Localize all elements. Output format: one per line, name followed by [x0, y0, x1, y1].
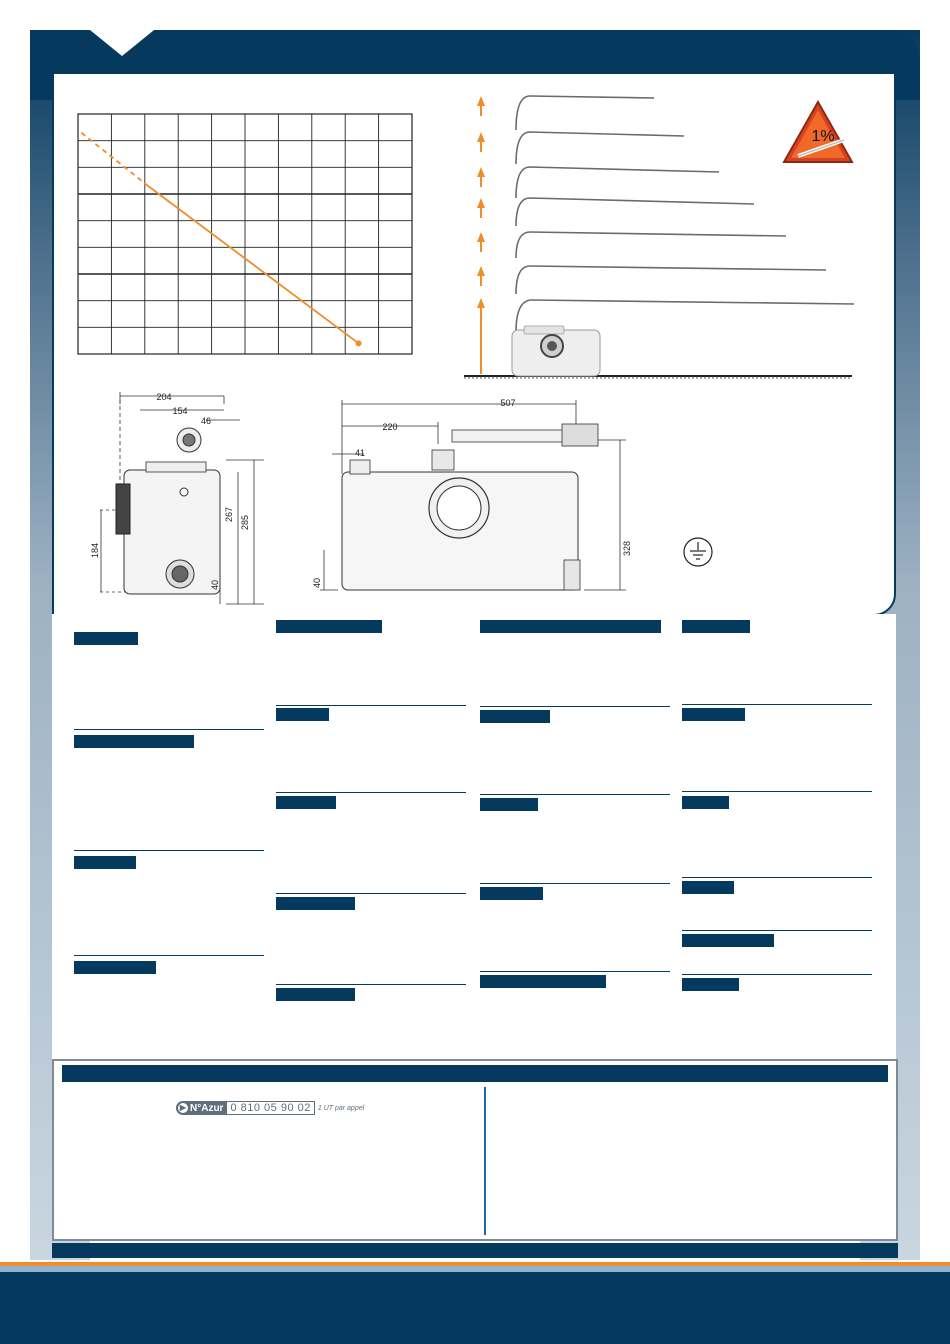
contact-divider [484, 1087, 486, 1235]
performance-chart [78, 114, 412, 354]
section-rule [682, 974, 872, 975]
dim-184: 184 [90, 542, 100, 558]
footer-band [0, 1272, 950, 1344]
dim-41: 41 [354, 448, 366, 458]
azur-rate-note: 1 UT par appel [317, 1104, 365, 1112]
electrical-ground-icon [684, 538, 712, 566]
section-header-bar [276, 796, 336, 809]
bottom-strip [52, 1243, 898, 1258]
pipe-7 [516, 300, 854, 332]
contact-header-bar [62, 1065, 888, 1082]
section-header-bar [480, 975, 606, 988]
arrow-shaft [480, 142, 482, 152]
side-view-drawing [90, 392, 264, 604]
dim-267: 267 [224, 506, 234, 522]
section-rule [682, 877, 872, 878]
arrow-up-icon [477, 232, 485, 242]
section-header-bar [682, 796, 729, 809]
section-rule [276, 792, 466, 793]
discharge-diagram [464, 96, 854, 378]
section-rule [480, 706, 670, 707]
front-view-drawing [312, 398, 632, 590]
contact-box [52, 1059, 898, 1241]
pipe-4 [516, 198, 754, 226]
section-header-bar [74, 735, 194, 748]
section-rule [276, 984, 466, 985]
section-rule [682, 704, 872, 705]
arrow-shaft [480, 276, 482, 286]
section-header-bar [480, 887, 543, 900]
section-header-bar [480, 620, 661, 633]
section-rule [480, 883, 670, 884]
section-rule [480, 971, 670, 972]
slope-label: 1% [811, 128, 835, 145]
dim-507: 507 [500, 398, 516, 408]
section-header-bar [276, 897, 355, 910]
play-arrow-icon: ▶ [179, 1103, 187, 1112]
section-header-bar [276, 988, 355, 1001]
pump-unit-illustration [512, 326, 600, 376]
dim-40-side: 40 [210, 579, 220, 590]
chart-end-point [356, 340, 362, 346]
section-header-bar [276, 708, 329, 721]
azur-brand-pill [176, 1101, 226, 1115]
section-header-bar [276, 620, 382, 633]
azur-brand-label: N°Azur [190, 1102, 224, 1114]
arrow-shaft [480, 208, 482, 218]
arrow-shaft [480, 242, 482, 252]
dim-46: 46 [200, 416, 212, 426]
section-header-bar [682, 881, 734, 894]
diagram-canvas [54, 74, 894, 614]
arrow-shaft [480, 106, 482, 116]
dim-204: 204 [156, 392, 172, 402]
dim-220: 220 [382, 422, 398, 432]
section-header-bar [480, 710, 550, 723]
section-rule [74, 955, 264, 956]
section-header-bar [74, 856, 136, 869]
arrow-up-icon [477, 298, 485, 308]
section-rule [480, 794, 670, 795]
section-header-bar [682, 934, 774, 947]
dim-285: 285 [240, 514, 250, 530]
dim-328: 328 [622, 540, 632, 556]
pipe-2 [516, 132, 684, 164]
section-header-bar [682, 620, 750, 633]
section-rule [74, 729, 264, 730]
diagram-panel [52, 72, 896, 616]
section-rule [74, 850, 264, 851]
section-header-bar [682, 978, 739, 991]
section-header-bar [74, 632, 138, 645]
pipe-6 [516, 266, 826, 294]
arrow-up-icon [477, 167, 485, 177]
section-header-bar [480, 798, 538, 811]
section-rule [276, 705, 466, 706]
arrow-up-icon [477, 132, 485, 142]
arrow-shaft [480, 177, 482, 187]
azur-phone-badge[interactable] [176, 1101, 364, 1115]
section-rule [682, 930, 872, 931]
pipe-5 [516, 232, 786, 258]
spec-text-area [52, 614, 896, 1060]
arrow-up-icon [477, 198, 485, 208]
azur-phone-number: 0 810 05 90 02 [226, 1101, 314, 1115]
pipe-1 [516, 96, 654, 130]
dim-40-front: 40 [312, 577, 322, 588]
dim-154: 154 [172, 406, 188, 416]
arrow-up-icon [477, 266, 485, 276]
height-arrows [477, 96, 485, 374]
arrow-up-icon [477, 96, 485, 106]
arrow-shaft [480, 308, 482, 374]
header-notch [90, 30, 154, 56]
pipe-3 [516, 167, 719, 198]
section-rule [276, 893, 466, 894]
section-header-bar [682, 708, 745, 721]
section-rule [682, 791, 872, 792]
section-header-bar [74, 961, 156, 974]
